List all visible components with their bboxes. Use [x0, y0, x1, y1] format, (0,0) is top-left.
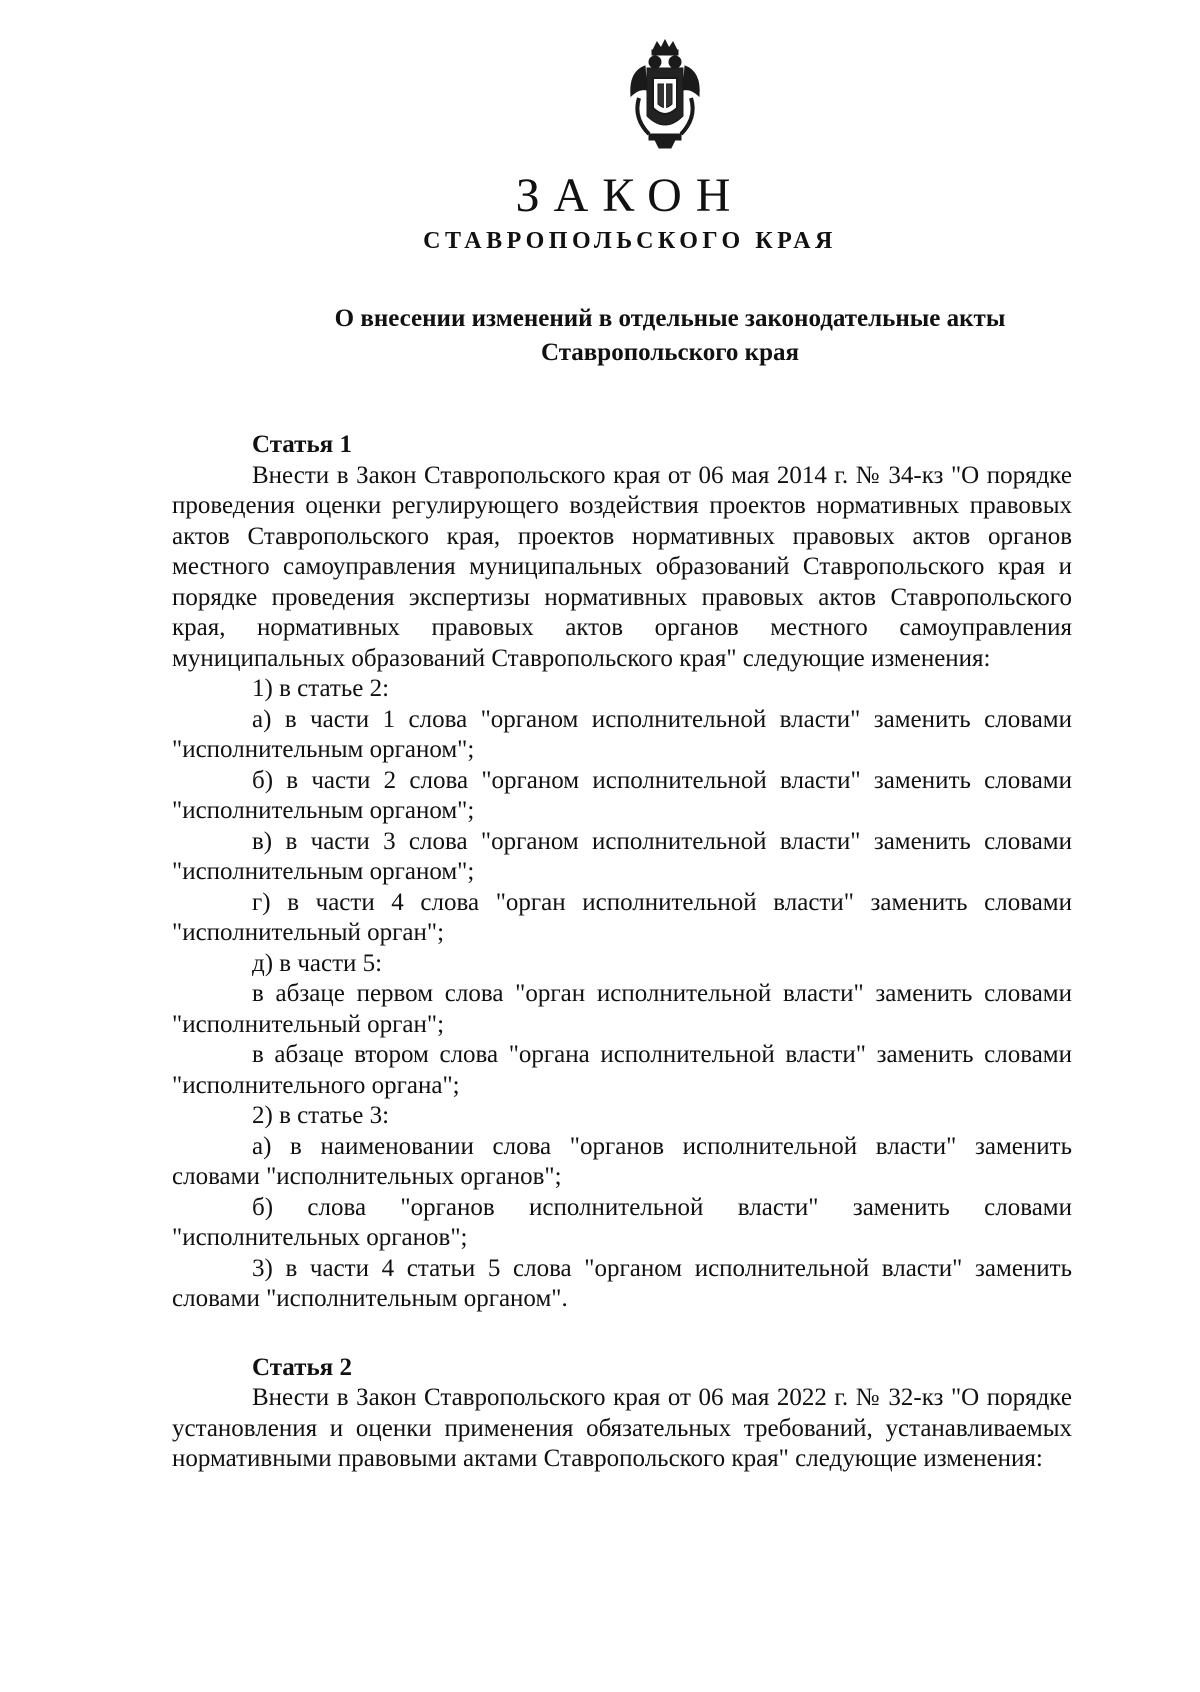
article-title: Статья 1 [252, 431, 352, 458]
paragraph: б) в части 2 слова "органом исполнительной власти" заменить словами "исполнительным органом"; [172, 766, 1072, 824]
article-2 [172, 1353, 1072, 1475]
article-title: Статья 2 [252, 1353, 352, 1381]
paragraph: в абзаце первом слова "орган исполнительной власти" заменить словами "исполнительный орган"; [172, 980, 1072, 1038]
law-title: ЗАКОН [515, 169, 745, 222]
paragraph: г) в части 4 слова "орган исполнительной власти" заменить словами "исполнительный орган"; [172, 888, 1072, 946]
paragraph: 2) в статье 3: [252, 1102, 390, 1129]
paragraph: а) в части 1 слова "органом исполнительной власти" заменить словами "исполнительным органом"; [172, 705, 1072, 763]
paragraph: б) слова "органов исполнительной власти" заменить словами "исполнительных органов"; [172, 1193, 1072, 1251]
document-body [172, 430, 1072, 1475]
paragraph: Внести в Закон Ставропольского края от 06 мая 2022 г. № 32-кз "О порядке установления и оценки применения обязательных требований, устанавливаемых нормативными правовыми актами Ставропольского края" следующие изменения: [172, 1384, 1072, 1472]
paragraph: а) в наименовании слова "органов исполнительной власти" заменить словами "исполнительных органов"; [172, 1132, 1072, 1190]
law-subtitle: СТАВРОПОЛЬСКОГО КРАЯ [423, 228, 837, 254]
heading-line: Ставропольского края [540, 339, 800, 366]
paragraph: 1) в статье 2: [252, 675, 390, 702]
paragraph: д) в части 5: [252, 949, 383, 977]
article-1 [172, 430, 1072, 1315]
paragraph: в абзаце втором слова "органа исполнительной власти" заменить словами "исполнительного органа"; [172, 1041, 1072, 1099]
heading-line: О внесении изменений в отдельные законодательные акты [334, 305, 1006, 332]
law-heading [240, 302, 1100, 370]
stavropol-coat-of-arms-icon [625, 38, 705, 150]
paragraph: в) в части 3 слова "органом исполнительной власти" заменить словами "исполнительным органом"; [172, 827, 1072, 885]
paragraph: 3) в части 4 статьи 5 слова "органом исполнительной власти" заменить словами "исполнительным органом". [172, 1254, 1072, 1312]
paragraph: Внести в Закон Ставропольского края от 06 мая 2014 г. № 34-кз "О порядке проведения оценки регулирующего воздействия проектов нормативных правовых актов Ставропольского края, проектов нормативных правовых актов органов местного самоуправления муниципальных образований Ставропольского края и порядке проведения экспертизы нормативных правовых актов Ставропольского края, нормативных правовых актов органов местного самоуправления муниципальных образований Ставропольского края" следующие изменения: [172, 461, 1072, 672]
